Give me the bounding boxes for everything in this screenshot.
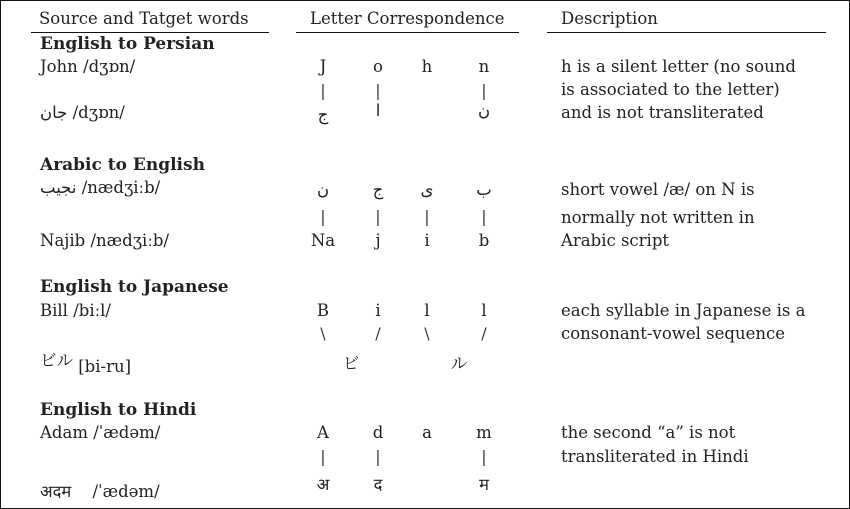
description-line-1: short vowel /æ/ on N is (561, 180, 755, 199)
letter-top-2: o (373, 57, 383, 76)
header-rule-source (31, 32, 269, 33)
letter-top-4: ب (476, 180, 492, 199)
target-word-ipa: [bi-ru] (78, 357, 132, 376)
correspondence-line-2: / (375, 324, 381, 343)
header-rule-letters (296, 32, 519, 33)
letter-top-2: i (375, 301, 381, 320)
header-source-target-words: Source and Tatget words (39, 9, 249, 28)
letter-top-3: a (422, 423, 432, 442)
description-line-2: transliterated in Hindi (561, 447, 749, 466)
target-word (40, 347, 132, 376)
letter-bottom-4: b (478, 231, 490, 250)
target-word-native: ビル (40, 351, 73, 370)
target-word (40, 103, 125, 122)
letter-top-1: ن (316, 180, 330, 199)
correspondence-line-2: | (375, 447, 381, 466)
correspondence-line-4: | (481, 207, 487, 226)
letter-bottom-2: द (373, 475, 383, 494)
correspondence-line-1: \ (320, 324, 326, 343)
letter-bottom-3: i (424, 231, 430, 250)
correspondence-line-3: | (424, 207, 430, 226)
letter-bottom-2: ル (450, 354, 468, 373)
letter-bottom-1: अ (316, 475, 330, 494)
section-title: English to Persian (40, 34, 215, 54)
letter-top-4: m (476, 423, 492, 442)
letter-top-4: l (481, 301, 487, 320)
letter-top-3: l (424, 301, 430, 320)
description-line-2: consonant-vowel sequence (561, 324, 785, 343)
letter-top-1: J (319, 57, 327, 76)
description-line-1: each syllable in Japanese is a (561, 301, 806, 320)
source-word-ipa: /nædʒiːb/ (81, 178, 161, 197)
letter-bottom-4: ن (477, 101, 491, 120)
target-word-ipa: /dʒɒn/ (72, 103, 125, 122)
section-title: English to Japanese (40, 277, 229, 297)
source-word: John /dʒɒn/ (40, 57, 136, 76)
correspondence-line-1: | (320, 81, 326, 100)
correspondence-line-1: | (320, 447, 326, 466)
letter-top-4: n (478, 57, 490, 76)
letter-bottom-2: j (375, 231, 381, 250)
description-line-3: Arabic script (561, 231, 670, 250)
source-word: Bill /biːl/ (40, 301, 111, 320)
target-word (40, 479, 160, 502)
source-word (40, 178, 160, 197)
letter-top-2: d (372, 423, 384, 442)
description-line-3: and is not transliterated (561, 103, 764, 122)
letter-top-3: h (421, 57, 433, 76)
letter-bottom-2: ا (375, 101, 381, 120)
correspondence-line-2: | (375, 207, 381, 226)
section-title: English to Hindi (40, 400, 197, 420)
header-rule-description (547, 32, 826, 33)
target-word-ipa: /ˈædəm/ (92, 482, 160, 501)
header-description: Description (561, 9, 658, 28)
description-line-2: normally not written in (561, 208, 755, 227)
section-title: Arabic to English (40, 155, 205, 175)
correspondence-line-3: \ (424, 324, 430, 343)
target-word-native: अदम (40, 482, 72, 501)
letter-top-2: ج (372, 180, 384, 199)
letter-top-1: B (316, 301, 330, 320)
header-letter-correspondence: Letter Correspondence (310, 9, 505, 28)
description-line-2: is associated to the letter) (561, 80, 780, 99)
target-word-native: جان (40, 103, 68, 122)
correspondence-line-4: / (481, 324, 487, 343)
letter-top-3: ی (420, 180, 434, 199)
correspondence-line-4: | (481, 81, 487, 100)
letter-bottom-1: Na (310, 231, 336, 250)
source-word-native: نجيب (40, 178, 77, 197)
description-line-1: the second “a” is not (561, 423, 736, 442)
letter-top-1: A (317, 423, 329, 442)
correspondence-line-4: | (481, 447, 487, 466)
letter-bottom-1: ج (317, 105, 329, 124)
source-word: Adam /ˈædəm/ (40, 423, 161, 442)
target-word: Najib /nædʒiːb/ (40, 231, 170, 250)
description-line-1: h is a silent letter (no sound (561, 57, 796, 76)
letter-bottom-4: म (479, 475, 489, 494)
correspondence-line-2: | (375, 81, 381, 100)
letter-bottom-1: ビ (342, 354, 360, 373)
correspondence-line-1: | (320, 207, 326, 226)
